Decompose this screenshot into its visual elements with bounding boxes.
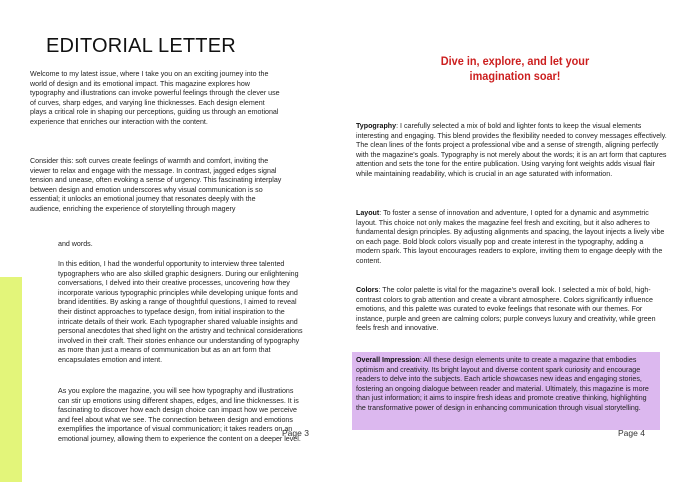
closing-paragraph: As you explore the magazine, you will see how typography and illustrations can stir up emotions using different shapes, edges, and line thicknesses. It is fascinating to discover how each design choice can impact how we perceive and feel about what we see. The connection between design and emotions exemplifies the importance of visual communication; it takes readers on an emotional journey, allowing them to experience the content on a deeper level.	[58, 387, 301, 443]
section-text: : The color palette is vital for the magazine’s overall look. I selected a mix of bold, high-contrast colors to grab attention and create a vibrant atmosphere. Colors significantly influence emotions, and this palette was curated to evoke feelings that resonate with our themes. For instance, purple and green are calming colors; purple conveys luxury and creativity, while green feels fresh and innovative.	[356, 286, 656, 333]
layout-section	[356, 209, 668, 267]
section-label: Layout	[356, 209, 380, 217]
overall-impression-box	[352, 352, 660, 430]
emotion-paragraph: Consider this: soft curves create feelings of warmth and comfort, inviting the viewer to relax and engage with the message. In contrast, jagged edges signal tension and unease, often evoking a sense of urgency. This fascinating interplay between design and emotion underscores why visual communication is so essential; it unlocks an emotional journey that resonates deeply with the audience, enriching the experience of storytelling through magery	[30, 157, 282, 213]
accent-color-strip	[0, 277, 22, 482]
intro-paragraph: Welcome to my latest issue, where I take you on an exciting journey into the world of design and its emotional impact. This magazine explores how typography and illustrations can invoke powerful feelings through the clever use of curves, sharp edges, and varying line thicknesses. Each design element plays a critical role in shaping our perceptions, guiding us through an emotional experience that enriches our interaction with the content.	[30, 70, 280, 126]
section-label: Typography	[356, 122, 397, 130]
page-number: Page 4	[618, 428, 645, 438]
section-label: Overall Impression	[356, 356, 420, 364]
page-title: EDITORIAL LETTER	[46, 35, 236, 57]
section-text: : All these design elements unite to create a magazine that embodies optimism and creativity. Its bright layout and diverse content spark curiosity and encourage readers to delve into the subjects. Each article showcases new ideas and engaging stories, fostering an ongoing dialogue between reader and material. Ultimately, this magazine is more than just information; it aims to inspire fresh ideas and promote creative thinking, highlighting the transformative power of design in enhancing communication through visual storytelling.	[356, 356, 649, 412]
colors-section	[356, 286, 668, 334]
section-text: : To foster a sense of innovation and adventure, I opted for a dynamic and asymmetric layout. This choice not only makes the magazine feel fresh and exciting, but it also adheres to fundamental design principles. By adjusting alignments and spacing, the layout injects a lively vibe on each page. Bold block colors visually pop and create interest in the typography, adding a modern spark. This layout encourages readers to explore, inviting them to engage deeply with the content.	[356, 209, 665, 265]
section-label: Colors	[356, 286, 379, 294]
overall-impression-text	[356, 356, 658, 414]
page-number: Page 3	[282, 428, 309, 438]
section-text: : I carefully selected a mix of bold and lighter fonts to keep the visual elements interesting and engaging. This blend provides the flexibility needed to convey messages effectively. The clean lines of the fonts project a professional vibe and a sense of strength, aligning perfectly with the magazine’s goals. Typography is not merely about the words; it is an art form that captures attention and sets the tone for the entire publication. Using varying font weights adds visual flair while maintaining readability, which is crucial in an age saturated with information.	[356, 122, 667, 178]
headline: Dive in, explore, and let your imagination soar!	[440, 54, 590, 83]
emotion-paragraph-continued: and words.	[58, 240, 93, 248]
interview-paragraph: In this edition, I had the wonderful opportunity to interview three talented typographers who are also skilled graphic designers. During our enlightening conversations, I delved into their creative processes, uncovering how they incorporate various typographic principles while developing unique fonts and brand identities. By asking a range of thoughtful questions, I aimed to reveal their distinct approaches to typeface design, from initial inspiration to the intricate details of their work. Each typographer shared valuable insights and personal anecdotes that shed light on the artistry and technical considerations involved in their craft. Their stories enhance our understanding of typography as more than just a means of communication but as an art form that encapsulates emotion and intent.	[58, 260, 303, 364]
right-page	[340, 0, 680, 482]
typography-section	[356, 122, 668, 180]
